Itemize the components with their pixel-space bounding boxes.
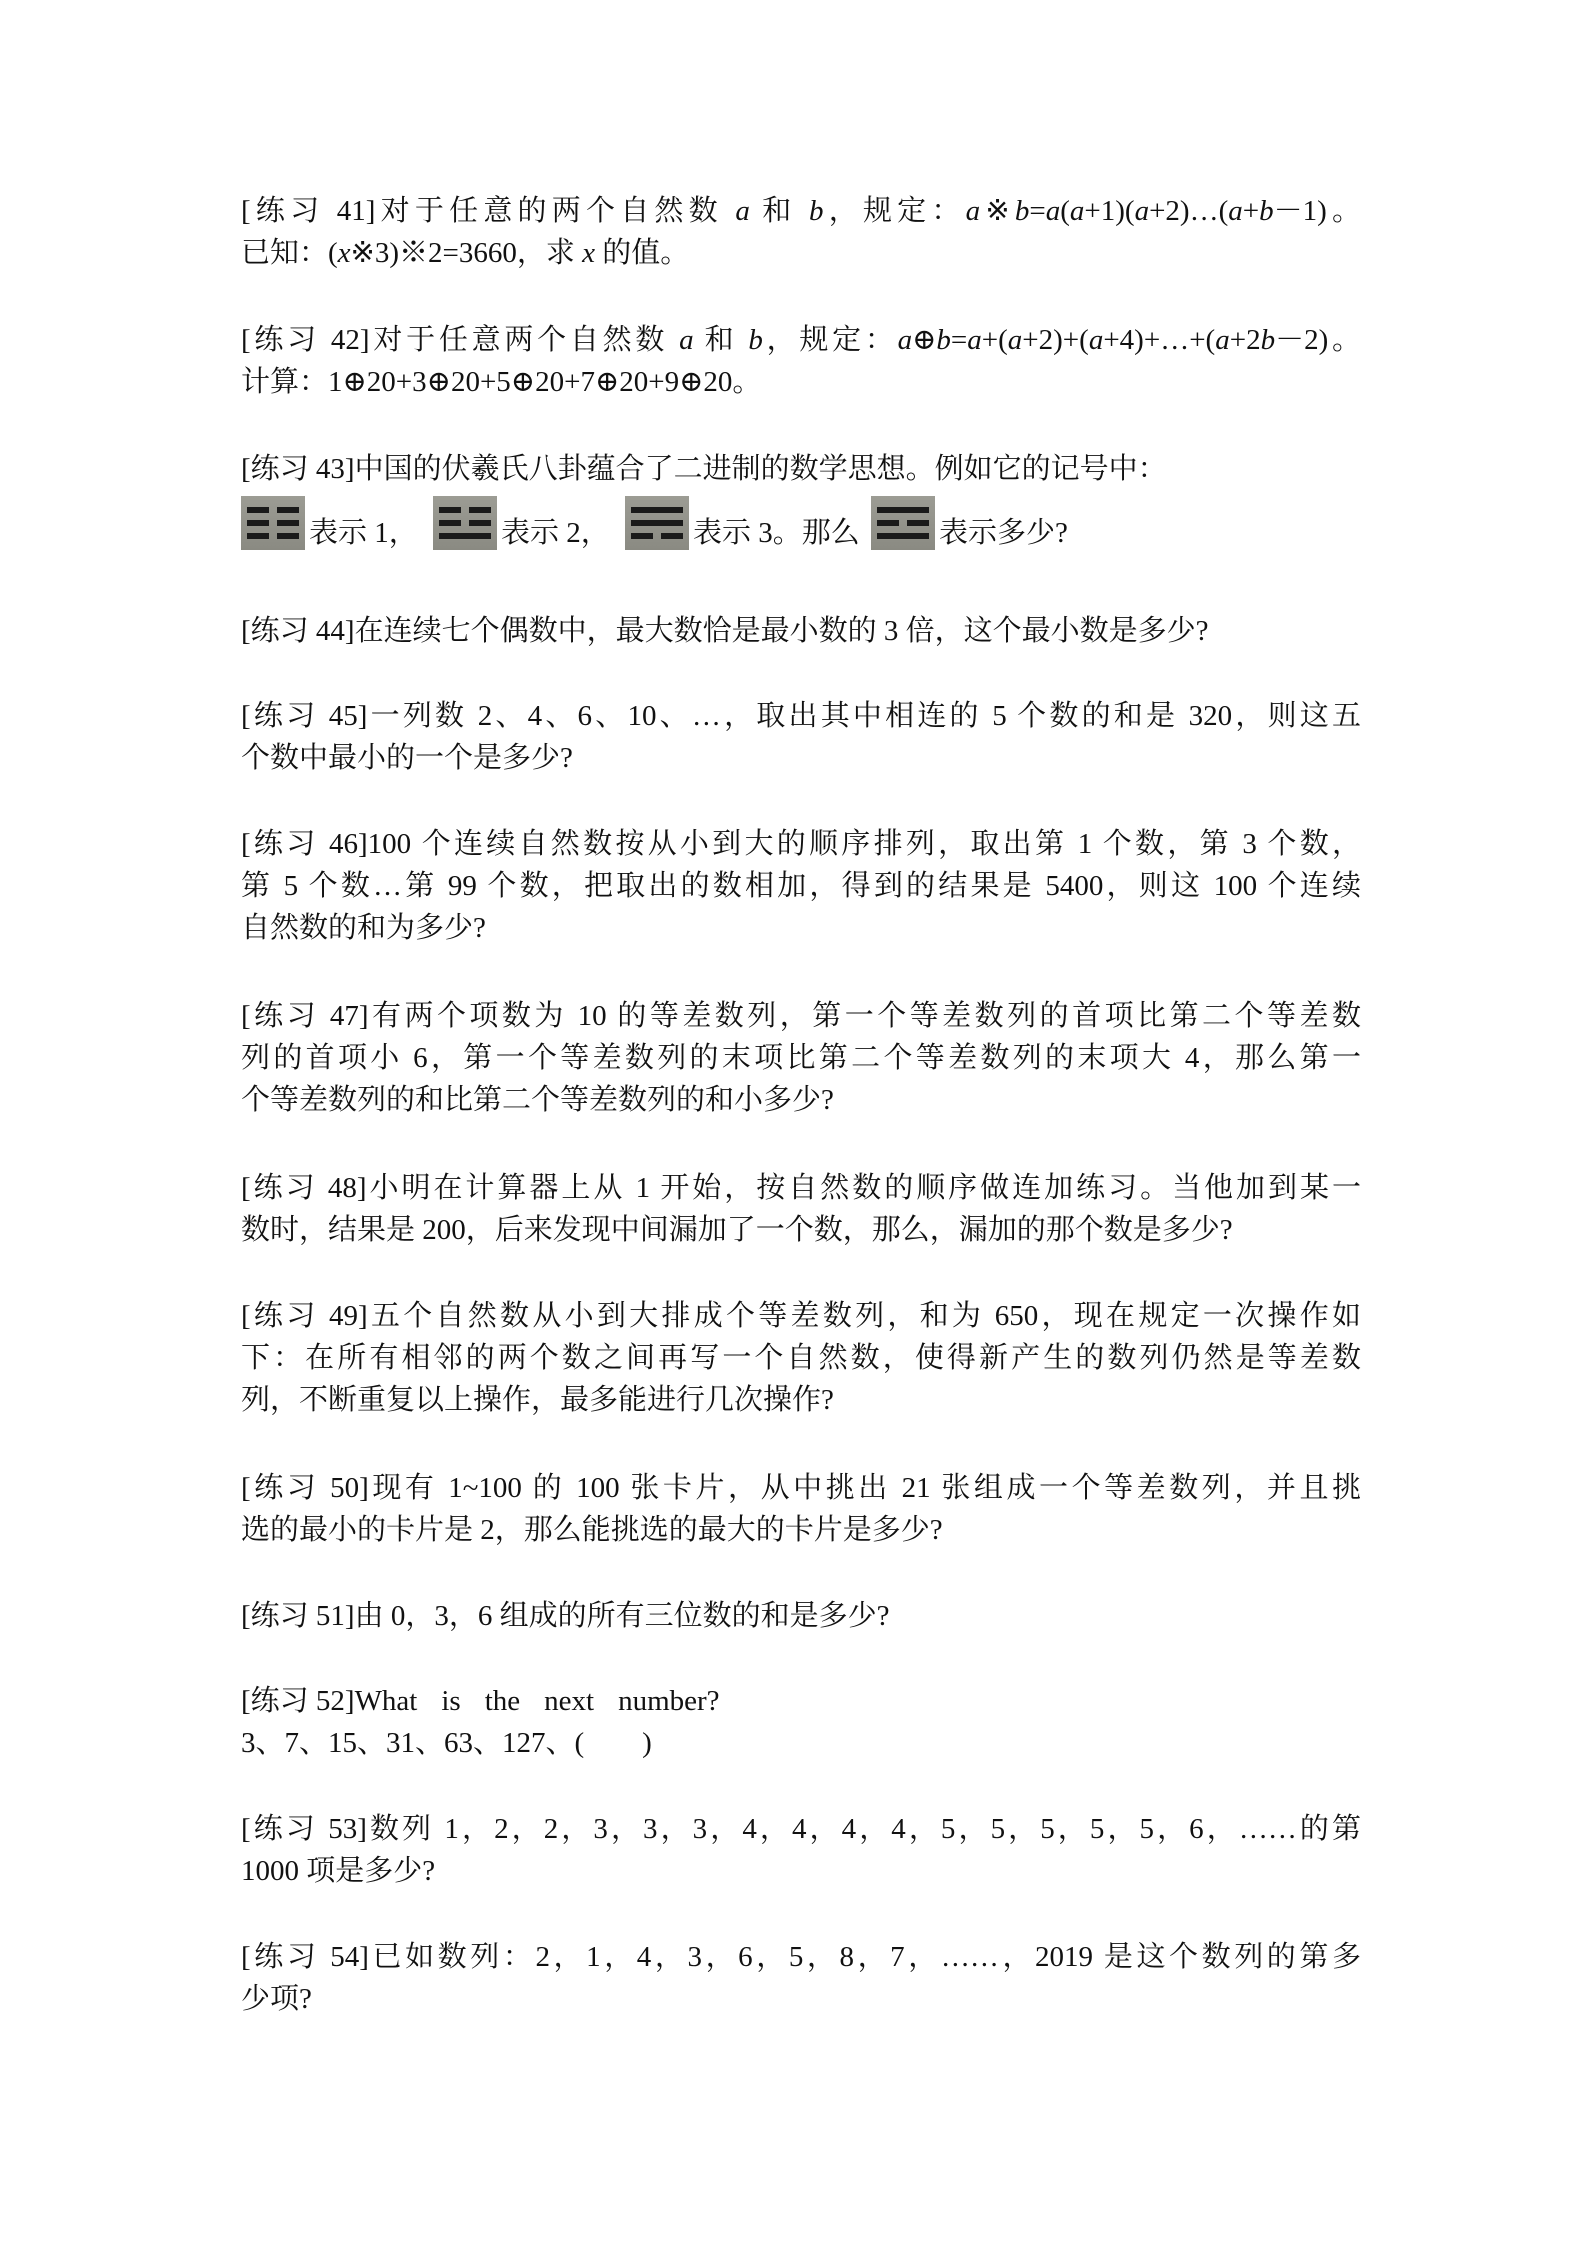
exercise-45 [241, 695, 1361, 779]
exercise-44 [241, 610, 1361, 652]
exercise-46-line-2: 第 5 个数…第 99 个数，把取出的数相加，得到的结果是 5400，则这 100 个连续 [241, 870, 1361, 902]
exercise-48 [241, 1167, 1361, 1251]
exercise-41-line-1: [练习 41]对于任意的两个自然数 a 和 b，规定：a※b=a(a+1)(a+2)…(a+b－1)。 [241, 195, 1361, 227]
exercise-49-line-1: [练习 49]五个自然数从小到大排成个等差数列，和为 650，现在规定一次操作如 [241, 1300, 1361, 1332]
exercise-54 [241, 1936, 1361, 2020]
exercise-45-line-2: 个数中最小的一个是多少? [241, 742, 573, 774]
exercise-48-line-1: [练习 48]小明在计算器上从 1 开始，按自然数的顺序做连加练习。当他加到某一 [241, 1172, 1361, 1204]
exercise-41 [241, 190, 1361, 274]
exercise-47-line-1: [练习 47]有两个项数为 10 的等差数列，第一个等差数列的首项比第二个等差数 [241, 1000, 1361, 1032]
exercise-41-line-2: 已知：(x※3)※2=3660，求 x 的值。 [241, 237, 690, 269]
trigram-solid-broken-broken-icon [625, 496, 689, 550]
trigram-solid-solid-broken-icon [871, 496, 935, 550]
trigram-broken-broken-broken-icon [241, 496, 305, 550]
exercise-51 [241, 1595, 1361, 1637]
exercise-43 [241, 448, 1361, 556]
exercise-46-line-1: [练习 46]100 个连续自然数按从小到大的顺序排列，取出第 1 个数，第 3 个数， [241, 828, 1361, 860]
trigram-broken-broken-solid-icon [433, 496, 497, 550]
exercise-45-line-1: [练习 45]一列数 2、4、6、10、…，取出其中相连的 5 个数的和是 320，则这五 [241, 700, 1361, 732]
exercise-52-line-2: 3、7、15、31、63、127、( ) [241, 1727, 652, 1759]
exercise-53 [241, 1808, 1361, 1892]
exercise-50-line-2: 选的最小的卡片是 2，那么能挑选的最大的卡片是多少? [241, 1514, 943, 1546]
exercise-51-line-1: [练习 51]由 0，3，6 组成的所有三位数的和是多少? [241, 1600, 890, 1632]
exercise-52-line-1: [练习 52]What is the next number? [241, 1685, 720, 1717]
exercise-53-line-2: 1000 项是多少? [241, 1855, 436, 1887]
exercise-53-line-1: [练习 53]数列 1，2，2，3，3，3，4，4，4，4，5，5，5，5，5，6，……的第 [241, 1813, 1361, 1845]
exercise-47-line-3: 个等差数列的和比第二个等差数列的和小多少? [241, 1084, 834, 1116]
exercise-44-line-1: [练习 44]在连续七个偶数中，最大数恰是最小数的 3 倍，这个最小数是多少? [241, 615, 1209, 647]
exercise-43-line-1: [练习 43]中国的伏羲氏八卦蕴合了二进制的数学思想。例如它的记号中： [241, 453, 1167, 485]
exercise-49-line-3: 列，不断重复以上操作，最多能进行几次操作? [241, 1384, 834, 1416]
exercise-43-line-2: 表示 1， 表示 2， 表示 3。那么 表示多少? [241, 496, 1361, 556]
exercise-42 [241, 319, 1361, 403]
exercise-54-line-1: [练习 54]已如数列：2，1，4，3，6，5，8，7，……，2019 是这个数列的第多 [241, 1941, 1361, 1973]
exercise-50-line-1: [练习 50]现有 1~100 的 100 张卡片，从中挑出 21 张组成一个等差数列，并且挑 [241, 1472, 1361, 1504]
exercise-49-line-2: 下：在所有相邻的两个数之间再写一个自然数，使得新产生的数列仍然是等差数 [241, 1342, 1361, 1374]
exercise-49 [241, 1295, 1361, 1421]
exercise-50 [241, 1467, 1361, 1551]
exercise-42-line-2: 计算：1⊕20+3⊕20+5⊕20+7⊕20+9⊕20。 [241, 366, 762, 398]
exercise-46-line-3: 自然数的和为多少? [241, 912, 486, 944]
exercise-48-line-2: 数时，结果是 200，后来发现中间漏加了一个数，那么，漏加的那个数是多少? [241, 1214, 1233, 1246]
exercise-46 [241, 823, 1361, 949]
exercise-47-line-2: 列的首项小 6，第一个等差数列的末项比第二个等差数列的末项大 4，那么第一 [241, 1042, 1361, 1074]
exercise-52 [241, 1680, 1361, 1764]
exercise-42-line-1: [练习 42]对于任意两个自然数 a 和 b，规定：a⊕b=a+(a+2)+(a+4)+…+(a+2b－2)。 [241, 324, 1361, 356]
exercise-47 [241, 995, 1361, 1121]
exercise-54-line-2: 少项? [241, 1983, 312, 2015]
